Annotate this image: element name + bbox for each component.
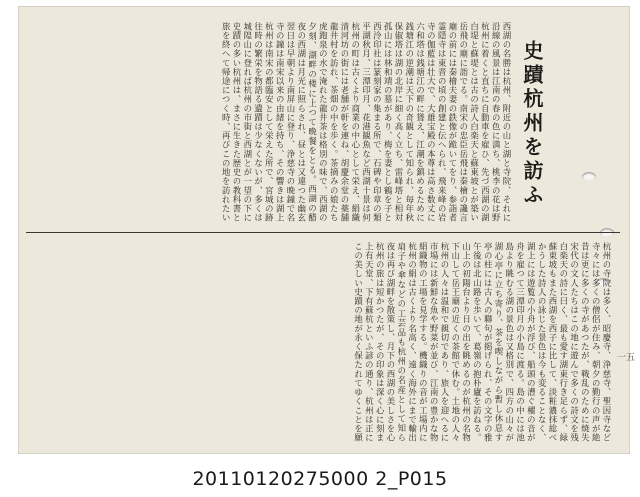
text-column: 亭の柱には古人の聯句が掲げられ、その文字の雅 (483, 242, 494, 442)
text-column: 杭州の寺院は多く、昭慶寺、浄慈寺、聖因寺など (601, 242, 612, 442)
text-column: 寺々には多くの僧侶が住み、朝夕の勤行の声が絶 (591, 242, 602, 442)
text-column: 島より眺むる湖の景色は又格別で、四方の山々が (504, 242, 515, 442)
text-column: 絹織物の工場を見学する。機織りの音が工場内に (418, 242, 429, 442)
text-column: 宋代の文人たちはこの地に遊んで多くの詩文を残 (569, 242, 580, 442)
text-column: 夜は再び湖畔を散策し、月下の西湖の美しさを心 (385, 242, 396, 442)
text-column: 杭州の町は古くより商業の中心として栄え、絹織 (350, 22, 361, 222)
text-column: 西湖の名勝は杭州、附近の山と湖と寺院、それに (501, 22, 512, 222)
text-column: 杭州の人々は温和で親切であり、旅人を迎へるに (439, 242, 450, 442)
text-column: 龍井村を訪れ、茶畑の中を歩く。茶摘みの娘たち (329, 22, 340, 222)
text-column: 昔は更に多くの寺があつたが、戦乱のために焼失 (580, 242, 591, 442)
text-column: 市場には新鮮な魚や野菜が並び、江南の豊かな物 (429, 242, 440, 442)
text-column: 沿線の風景は江南の春の色に満ち、桃李の花は野 (491, 22, 502, 222)
text-column: 白楽天の詩に曰く、最も愛す湖東行き足らず、緑 (558, 242, 569, 442)
text-column: 山上の初陽台より日の出を眺めるのが杭州の名物 (461, 242, 472, 442)
text-column: 杭州の旅は短かつたが、その印象は深く心に刻ま (375, 242, 386, 442)
text-column: 夜の西湖は月光に照らされ、昼とは又違つた幽玄 (296, 22, 307, 222)
text-column: 岳飛の廟に詣でる。南宋の忠臣岳飛は秦檜の讒言 (458, 22, 469, 222)
text-column: 霊隠寺は東晋の頃の創建と伝へられ、飛来峰の岩 (437, 22, 448, 222)
text-column: 扇子や傘などの工芸品も杭州の名産として知ら (396, 242, 407, 442)
text-column: 白堤と蘇堤とは古の詩人白楽天と蘇東坡とが築い (469, 22, 480, 222)
text-column: 西泠印社は篆刻家の集まる所で、石碑や印章の類 (372, 22, 383, 222)
text-column: 清河坊の街には老舗が軒を連ね、胡慶余堂の薬舗 (339, 22, 350, 222)
text-column: 下山して岳王廟の近くの茶館で休む。土地の人々 (450, 242, 461, 442)
text-column: 六和塔は銭塘江の畔に聳え、江潮を鎮めるために (415, 22, 426, 222)
page-number: 一五 (617, 353, 636, 363)
text-column: 史蹟の多い杭州は、まさに生きた歴史の教科書と (231, 22, 242, 222)
text-column: 翌日は早朝より南屏山に登り、浄慈寺の晩鐘で名 (285, 22, 296, 222)
text-column: 湖心亭に立ち寄り、茶を喫しながら暫し休息す (493, 242, 504, 442)
text-column: 蘇東坡もまた西湖を西子に比して、淡粧濃抹総べ (547, 242, 558, 442)
text-column: 寺の鐘は南宋以来の由緒を持ち、その響きは湖上 (275, 22, 286, 222)
text-column: 杭州に着くと直ちに自動車を雇ひ、先づ西湖の湖 (480, 22, 491, 222)
text-column: 夕刻、湖畔の楼に上つて晩餐をとる。西湖の醋 (307, 22, 318, 222)
text-column: 平湖秋月、三潭印月、花港観魚など西湖十景は何 (361, 22, 372, 222)
text-column: 廟の前には秦檜夫妻の鉄像が跪いてをり、参詣者 (447, 22, 458, 222)
text-column: 銭塘江の逆潮は天下の奇観として知られ、毎年秋 (404, 22, 415, 222)
text-column: 保俶塔は湖の北岸に細く高く立ち、雷峰塔と相対 (393, 22, 404, 222)
text-column: 城隍山に登れば杭州の市街と西湖とが一望の下に (242, 22, 253, 222)
text-column: 上有天堂、下有蘇杭といふ諺の通り、杭州は正に (364, 242, 375, 442)
text-column: 舟を雇つて三潭印月の小島に渡る。島の中には池 (515, 242, 526, 442)
archive-caption: 20110120275000 2_P015 (192, 468, 448, 490)
text-column: この美しい史蹟の地が永く保たれてゆくことを願 (353, 242, 364, 442)
text-column: 孤山には林和靖の墓があり、梅を妻とし鶴を子と (383, 22, 394, 222)
section-divider (26, 232, 620, 233)
text-column: 往時の繁栄を物語る遺蹟は少なくないが、多くは (253, 22, 264, 222)
text-column: 旅を終へて帰途につく時、再びこの地を訪れたい (221, 22, 232, 222)
text-column: かうした詩人の詠じた景色は今も変ることなく、 (537, 242, 548, 442)
text-column: 寺の伽藍は壮大で、大雄宝殿の本尊は高さ数丈に (426, 22, 437, 222)
text-column: 虎跑泉の水で淹れた龍井茶は格別の味で、西湖の (318, 22, 329, 222)
text-column: 午後は北山路を歩いて、葛嶺の抱朴廬を訪ねる。 (472, 242, 483, 442)
text-column: 杭州の絹は古くより名高く、遠く海外にまで輸出 (407, 242, 418, 442)
binder-hole (582, 172, 596, 181)
text-column: 杭州は南宋の都臨安として栄えた所で、宮城の跡 (264, 22, 275, 222)
article-title: 史蹟杭州を訪ふ (520, 40, 544, 208)
text-column: 湖上には遊覧の小舟が浮び、船頭の漕ぐ櫂の音が (526, 242, 537, 442)
